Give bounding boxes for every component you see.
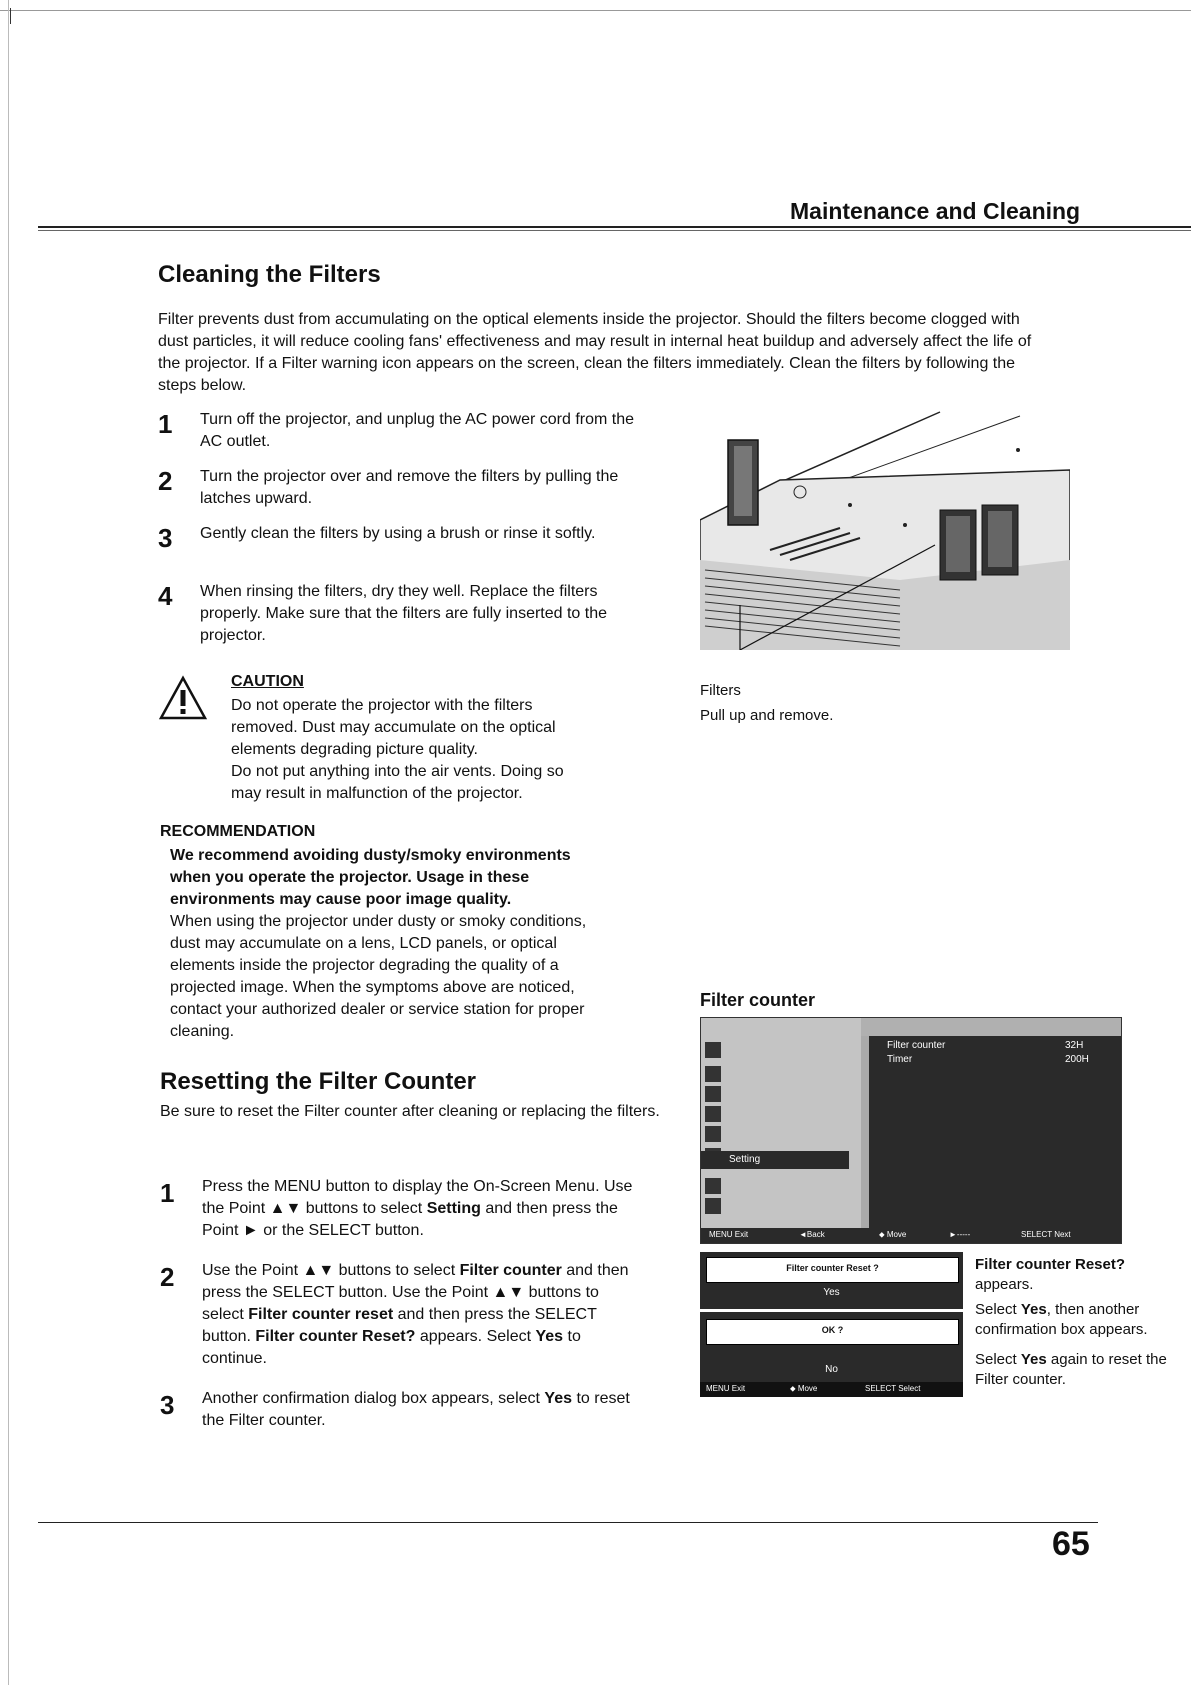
step-number: 2 [158,466,173,496]
recommendation-bold-line: environments may cause poor image quality. [170,891,512,908]
text-run: to continue. [202,1328,581,1367]
side-note [975,1300,1175,1340]
footer-hint: MENU Exit [709,1230,749,1239]
projector-filter-illustration [700,410,1070,650]
page-number: 65 [1052,1525,1090,1563]
recommendation-title: RECOMMENDATION [160,823,316,840]
filter-counter-heading: Filter counter [700,990,816,1010]
footer-hint: SELECT Next [1021,1230,1071,1239]
recommendation-bold-line: We recommend avoiding dusty/smoky environments [170,847,571,864]
submenu-panel [869,1036,1121,1228]
menu-item-icon [705,1198,721,1214]
reset-intro: Be sure to reset the Filter counter after cleaning or replacing the filters. [160,1103,660,1120]
footer-hint: ⬥ Move [790,1384,818,1393]
dialog-question: OK ? [821,1325,844,1335]
footer-hint: SELECT Select [865,1384,921,1393]
menu-item-icon [705,1178,721,1194]
dialog-divider [700,1309,963,1312]
text-run: and then press the SELECT button. Use the Point ▲▼ buttons to select [202,1262,629,1323]
caution-line: Do not operate the projector with the filters [231,697,533,714]
menu-item-label: Setting [729,1154,761,1165]
cleaning-title: Cleaning the Filters [158,261,381,288]
recommendation-bold [170,845,670,911]
left-margin-tick [10,8,11,24]
menu-item-icon [705,1086,721,1102]
dialog-yes-option[interactable]: Yes [823,1287,840,1298]
step-text [202,1260,642,1370]
recommendation-line: When using the projector under dusty or smoky conditions, [170,913,587,930]
footer-rule [38,1522,1098,1523]
reset-dialog [700,1252,963,1397]
text-run: , then another confirmation box appears. [975,1301,1148,1338]
recommendation-line: projected image. When the symptoms above are noticed, [170,979,575,996]
menu-footer [701,1228,1121,1243]
text-run: again to reset the Filter counter. [975,1351,1167,1388]
text-run: Filter counter Reset? [975,1256,1126,1273]
text-run: Setting [426,1200,481,1217]
caution-line: Do not put anything into the air vents. Doing so [231,763,564,780]
cleaning-intro: Filter prevents dust from accumulating on the optical elements inside the projector. Should the filters become clogged with dust particles, it will reduce cooling fans' effectiveness and may result in internal heat buildup and adversely affect the life of the projector. If a Filter warning icon appears on the screen, clean the filters immediately. Clean the filters by following the steps below. [158,311,1032,394]
step-text: When rinsing the filters, dry they well. Replace the filters properly. Make sure that the filters are fully inserted to the projector. [200,583,608,644]
text-run: Filter counter [459,1262,562,1279]
recommendation-line: contact your authorized dealer or service station for proper [170,1001,585,1018]
recommendation-bold-line: when you operate the projector. Usage in these [170,869,530,886]
text-run: Press the MENU button to display the On-Screen Menu. Use the Point ▲▼ buttons to select [202,1178,633,1217]
caution-line: removed. Dust may accumulate on the optical [231,719,556,736]
step-number: 4 [158,581,173,611]
step-text: Gently clean the filters by using a brush or rinse it softly. [200,525,596,542]
text-run: appears. [975,1276,1034,1293]
step-number: 1 [158,409,173,439]
section-title: Maintenance and Cleaning [790,198,1081,224]
text-run: Select [975,1351,1021,1368]
menu-item-selected[interactable] [701,1151,849,1169]
text-run: Another confirmation dialog box appears, select [202,1390,545,1407]
caution-line: elements degrading picture quality. [231,741,478,758]
dialog-footer [700,1382,963,1397]
text-run: Use the Point ▲▼ buttons to select [202,1262,460,1279]
recommendation-line: dust may accumulate on a lens, LCD panels, or optical [170,935,557,952]
footer-hint: ►----- [949,1230,971,1239]
dialog-question-box [706,1257,959,1283]
step-number: 3 [158,523,173,553]
top-rule [0,10,1191,11]
figure-label: Filters [700,682,741,699]
footer-hint: ⬥ Move [879,1230,907,1239]
menu-icon-column [701,1018,861,1228]
side-note [975,1350,1175,1390]
caution-title: CAUTION [231,673,304,690]
dialog-question-box [706,1319,959,1345]
recommendation-line: elements inside the projector degrading the quality of a [170,957,559,974]
recommendation-line: cleaning. [170,1023,235,1040]
menu-item-icon [705,1126,721,1142]
reset-title: Resetting the Filter Counter [160,1068,477,1095]
text-run: Yes [1020,1301,1047,1318]
text-run: and then press the Point ► or the SELECT button. [202,1200,618,1239]
caution-body [231,695,651,805]
warning-icon [158,675,208,726]
section-rule [38,226,1191,228]
text-run: Select [975,1301,1021,1318]
text-run: to reset the Filter counter. [202,1390,630,1429]
submenu-row-value: 32H [1065,1040,1084,1051]
figure-caption: Pull up and remove. [700,707,834,724]
step-text: Turn the projector over and remove the filters by pulling the latches upward. [200,468,619,507]
step-text [202,1388,652,1432]
text-run: Filter counter Reset? [255,1328,416,1345]
filter-counter-menu [700,1017,1122,1244]
step-number: 1 [160,1178,175,1208]
recommendation-body [170,911,670,1043]
submenu-row-value: 200H [1065,1054,1089,1065]
menu-item-icon [705,1066,721,1082]
text-run: Yes [535,1328,564,1345]
section-rule-thin [38,230,1191,231]
step-text [202,1176,652,1242]
text-run: appears. Select [415,1328,536,1345]
caution-line: may result in malfunction of the projector. [231,785,523,802]
text-run: Yes [544,1390,573,1407]
text-run: and then press the SELECT button. [202,1306,597,1345]
submenu-row-label[interactable]: Timer [887,1054,913,1065]
dialog-question: Filter counter Reset ? [786,1263,879,1273]
submenu-title-bar [861,1018,1121,1036]
menu-item-icon [705,1042,721,1058]
menu-item-icon [705,1106,721,1122]
footer-hint: ◄Back [799,1230,825,1239]
step-number: 3 [160,1390,175,1420]
text-run: Filter counter reset [248,1306,394,1323]
left-margin-rule [8,0,9,1685]
side-note [975,1255,1175,1295]
footer-hint: MENU Exit [706,1384,746,1393]
text-run: Yes [1020,1351,1047,1368]
step-text: Turn off the projector, and unplug the AC power cord from the AC outlet. [200,411,635,450]
submenu-row-label[interactable]: Filter counter [887,1040,946,1051]
step-number: 2 [160,1262,175,1292]
dialog-no-option[interactable]: No [825,1364,838,1375]
